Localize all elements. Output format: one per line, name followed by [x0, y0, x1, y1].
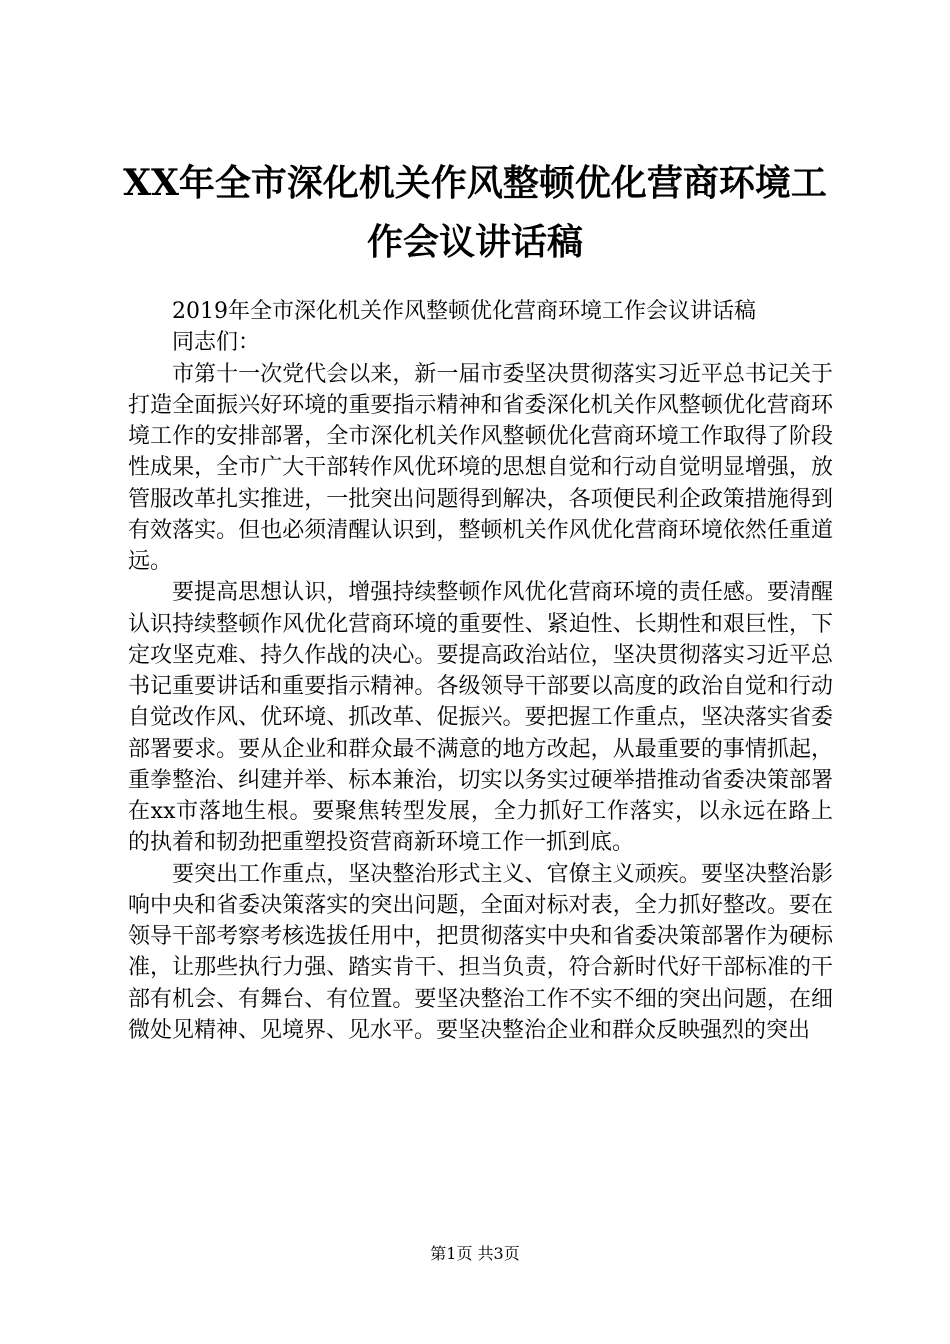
document-title-line-2: 作会议讲话稿	[366, 221, 583, 263]
paragraph-salutation: 同志们：	[172, 330, 261, 356]
paragraph-subtitle: 2019年全市深化机关作风整顿优化营商环境工作会议讲话稿	[172, 299, 756, 324]
document-title-line-1: XX年全市深化机关作风整顿优化营商环境工	[123, 162, 827, 204]
paragraph-body: 市第十一次党代会以来，新一届市委坚决贯彻落实习近平总书记关于打造全面振兴好环境的重要指示精神和省委深化机关作风整顿优化营商环境工作的安排部署，全市深化机关作风整顿优化营商环境工作取得了阶段性成果，全市广大干部转作风优环境的思想自觉和行动自觉明显增强，放管服改革扎实推进，一批突出问题得到解决，各项便民利企政策措施得到有效落实。但也必须清醒认识到，整顿机关作风优化营商环境依然任重道远。	[128, 361, 833, 574]
paragraph-body: 要突出工作重点，坚决整治形式主义、官僚主义顽疾。要坚决整治影响中央和省委决策落实的突出问题，全面对标对表，全力抓好整改。要在领导干部考察考核选拔任用中，把贯彻落实中央和省委决策部署作为硬标准，让那些执行力强、踏实肯干、担当负责，符合新时代好干部标准的干部有机会、有舞台、有位置。要坚决整治工作不实不细的突出问题，在细微处见精神、见境界、见水平。要坚决整治企业和群众反映强烈的突出	[128, 861, 833, 1043]
page-number: 第1页 共3页	[430, 1244, 520, 1263]
paragraph-body: 要提高思想认识，增强持续整顿作风优化营商环境的责任感。要清醒认识持续整顿作风优化营商环境的重要性、紧迫性、长期性和艰巨性，下定攻坚克难、持久作战的决心。要提高政治站位，坚决贯彻落实习近平总书记重要讲话和重要指示精神。各级领导干部要以高度的政治自觉和行动自觉改作风、优环境、抓改革、促振兴。要把握工作重点，坚决落实省委部署要求。要从企业和群众最不满意的地方改起，从最重要的事情抓起，重拳整治、纠建并举、标本兼治，切实以务实过硬举措推动省委决策部署在xx市落地生根。要聚焦转型发展，全力抓好工作落实，以永远在路上的执着和韧劲把重塑投资营商新环境工作一抓到底。	[128, 580, 833, 856]
document-body	[128, 296, 833, 1046]
